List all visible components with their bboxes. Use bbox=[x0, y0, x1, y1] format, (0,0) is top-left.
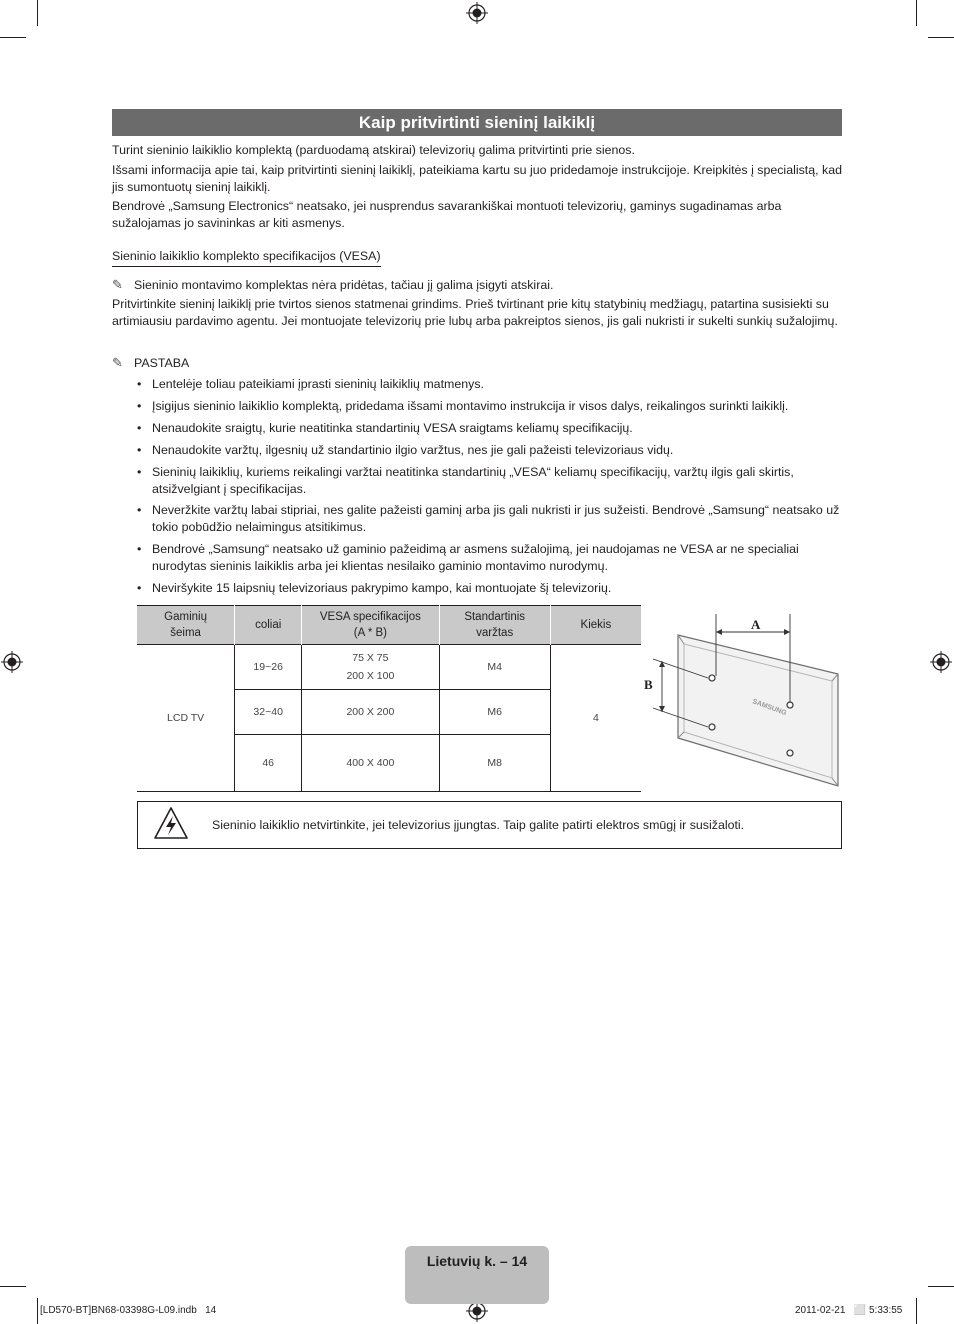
crop-mark bbox=[0, 37, 26, 38]
intro-paragraph: Bendrovė „Samsung Electronics“ neatsako, jei nusprendus savarankiškai montuoti televizorių, gaminys sugadinamas arba sužalojamas jo savininkas ar kiti asmenys. bbox=[112, 199, 782, 230]
page-number: Lietuvių k. – 14 bbox=[426, 1253, 528, 1269]
note-line bbox=[112, 276, 842, 294]
crop-mark bbox=[916, 0, 917, 26]
electric-shock-warning-icon bbox=[153, 805, 189, 841]
crop-mark bbox=[928, 37, 954, 38]
intro-paragraph: Turint sieninio laikiklio komplektą (parduodamą atskirai) televizorių galima pritvirtinti prie sienos. bbox=[112, 143, 635, 157]
table-header: Kiekis bbox=[550, 606, 641, 645]
table-row bbox=[137, 645, 641, 690]
list-item: • Sieninių laikiklių, kuriems reikalingi varžtai neatitinka standartinių „VESA“ keliamų specifikacijų, varžtų ilgis gali skirtis, atsižvelgiant į specifikacijas. bbox=[137, 465, 794, 496]
vesa-cell: 400 X 400 bbox=[302, 735, 439, 792]
inches-cell: 32~40 bbox=[235, 690, 302, 735]
dimension-a-label: A bbox=[751, 617, 761, 632]
screw-cell: M8 bbox=[439, 735, 550, 792]
vesa-cell: 75 X 75 200 X 100 bbox=[302, 645, 439, 690]
list-item: • Lentelėje toliau pateikiami įprasti sieninių laikiklių matmenys. bbox=[137, 377, 484, 391]
list-item: • Įsigijus sieninio laikiklio komplektą, pridedama išsami montavimo instrukcija ir visos dalys, reikalingos surinkti laikiklį. bbox=[137, 399, 789, 413]
registration-mark-icon bbox=[930, 651, 952, 673]
pencil-note-icon: ✎ bbox=[112, 355, 123, 370]
family-cell: LCD TV bbox=[137, 645, 235, 792]
crop-mark bbox=[37, 1298, 38, 1324]
registration-mark-icon bbox=[1, 651, 23, 673]
inches-cell: 46 bbox=[235, 735, 302, 792]
note-label: PASTABA bbox=[134, 356, 190, 370]
print-timestamp: 2011-02-21 ⬜ 5:33:55 bbox=[795, 1305, 903, 1316]
table-header: coliai bbox=[235, 606, 302, 645]
table-header: VESA specifikacijos (A * B) bbox=[302, 606, 439, 645]
pencil-note-icon: ✎ bbox=[112, 277, 123, 292]
install-paragraph: Pritvirtinkite sieninį laikiklį prie tvirtos sienos statmenai grindims. Prieš tvirtinant prie kitų statybinių medžiagų, patartina susisiekti su artimiausiu pardavimo agentu. Jei montuojate televizorių prie lubų arba pakreiptos sienos, jis gali nukristi ir sukelti sunkių sužalojimų. bbox=[112, 297, 838, 328]
quantity-cell: 4 bbox=[550, 645, 641, 792]
crop-mark bbox=[37, 0, 38, 26]
note-heading bbox=[112, 354, 842, 372]
list-item: • Nenaudokite varžtų, ilgesnių už standartinio ilgio varžtus, nes jie gali pažeisti televizoriaus vidų. bbox=[137, 443, 674, 457]
vesa-cell: 200 X 200 bbox=[302, 690, 439, 735]
screw-cell: M4 bbox=[439, 645, 550, 690]
inches-cell: 19~26 bbox=[235, 645, 302, 690]
list-item: • Neveržkite varžtų labai stipriai, nes galite pažeisti gaminį arba jis gali nukristi ir jus sužeisti. Bendrovė „Samsung“ neatsako už tokio pobūdžio nelaimingus atsitikimus. bbox=[137, 503, 840, 534]
list-item: • Bendrovė „Samsung“ neatsako už gaminio pažeidimą ar asmens sužalojimą, jei naudojamas ne VESA ar ne specialiai nurodytas sieninis laikiklis arba jei klientas nesilaiko gaminio montavimo nurodymų. bbox=[137, 542, 799, 573]
table-header: Standartinis varžtas bbox=[439, 606, 550, 645]
section-title: Kaip pritvirtinti sieninį laikiklį bbox=[112, 109, 842, 136]
note-text: Sieninio montavimo komplektas nėra pridėtas, tačiau jį galima įsigyti atskirai. bbox=[134, 278, 554, 292]
table-header: Gaminių šeima bbox=[137, 606, 235, 645]
dimension-b-label: B bbox=[644, 677, 653, 692]
file-info: [LD570-BT]BN68-03398G-L09.indb 14 bbox=[40, 1305, 217, 1316]
list-item: • Nenaudokite sraigtų, kurie neatitinka standartinių VESA sraigtams keliamų specifikacijų. bbox=[137, 421, 633, 435]
screw-cell: M6 bbox=[439, 690, 550, 735]
brand-logo: SAMSUNG bbox=[751, 698, 788, 718]
vesa-spec-table bbox=[137, 605, 641, 792]
intro-paragraph: Išsami informacija apie tai, kaip pritvirtinti sieninį laikiklį, pateikiama kartu su juo pridedamoje instrukcijoje. Kreipkitės į specialistą, kad jis sumontuotų sieninį laikiklį. bbox=[112, 163, 842, 194]
crop-mark bbox=[0, 1286, 26, 1287]
crop-mark bbox=[916, 1298, 917, 1324]
vesa-subheading: Sieninio laikiklio komplekto specifikacijos (VESA) bbox=[112, 249, 381, 267]
registration-mark-icon bbox=[466, 2, 488, 24]
tv-wall-mount-diagram bbox=[640, 608, 845, 798]
list-item: • Neviršykite 15 laipsnių televizoriaus pakrypimo kampo, kai montuojate šį televizorių. bbox=[137, 581, 612, 595]
crop-mark bbox=[928, 1286, 954, 1287]
warning-text: Sieninio laikiklio netvirtinkite, jei televizorius įjungtas. Taip galite patirti elektros smūgį ir susižaloti. bbox=[212, 818, 745, 832]
